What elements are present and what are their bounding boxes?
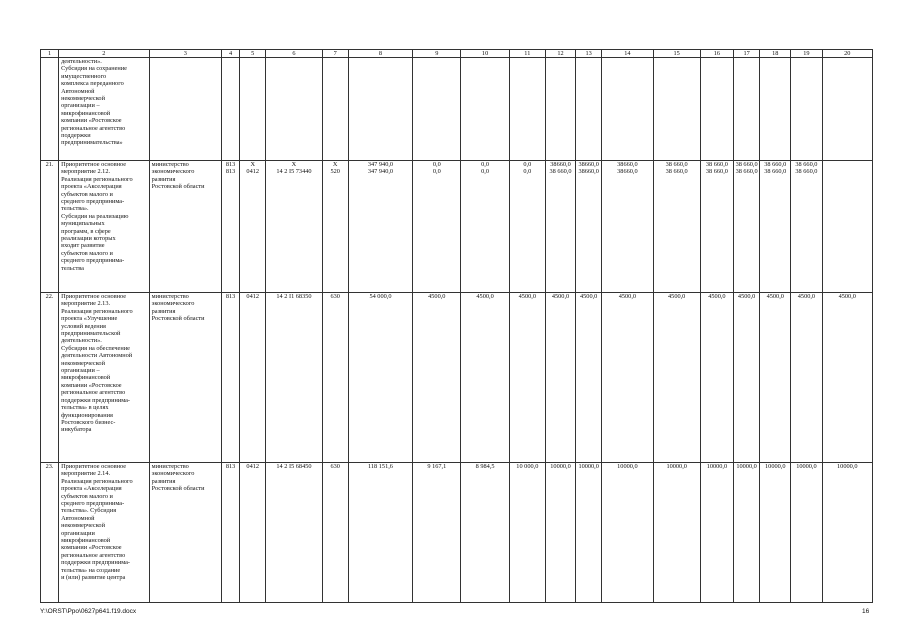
- col-header: 20: [822, 50, 872, 58]
- col-header: 9: [413, 50, 461, 58]
- table-row-22: [41, 293, 873, 463]
- cell: 4500,0: [760, 293, 791, 463]
- cell: 38660,0 38660,0: [576, 161, 602, 293]
- cell: Х 0412: [240, 161, 266, 293]
- col-header: 3: [149, 50, 221, 58]
- cell: 10000,0: [653, 463, 700, 603]
- col-header: 6: [266, 50, 322, 58]
- col-header: 10: [461, 50, 509, 58]
- cell: 4500,0: [791, 293, 822, 463]
- file-path-footer: Y:\ORST\Ppo\0627p641.f19.docx: [40, 608, 137, 615]
- cell: 630: [322, 463, 348, 603]
- activity-description: Приоритетное основное мероприятие 2.12. Реализация регионального проекта «Акселерация субъектов малого и среднего предпринима- тельства». Субсидия на реализацию муниципальных программ, в сфере реализации которых входит развитие субъектов малого и среднего предпринима- тельства: [59, 161, 150, 293]
- cell: 8 984,5: [461, 463, 509, 603]
- cell: 10 000,0: [509, 463, 545, 603]
- col-header: 12: [545, 50, 575, 58]
- cell: Х 520: [322, 161, 348, 293]
- budget-table: [40, 49, 873, 603]
- cell: 630: [322, 293, 348, 463]
- cell: 813: [222, 293, 240, 463]
- col-header: 17: [734, 50, 760, 58]
- col-header: 18: [760, 50, 791, 58]
- cell: 10000,0: [576, 463, 602, 603]
- cell: 347 940,0 347 940,0: [348, 161, 412, 293]
- cell: 813 813: [222, 161, 240, 293]
- responsible-org: министерство экономического развития Ростовской области: [149, 161, 221, 293]
- cell: 10000,0: [602, 463, 653, 603]
- row-number: 23.: [41, 463, 59, 603]
- cell: 4500,0: [734, 293, 760, 463]
- cell: 4500,0: [653, 293, 700, 463]
- responsible-org: министерство экономического развития Ростовской области: [149, 293, 221, 463]
- activity-description: Приоритетное основное мероприятие 2.13. Реализация регионального проекта «Улучшение условий ведения предпринимательской деятельности». Субсидия на обеспечение деятельности Автономной некоммерческой организации – микрофинансовой компании «Ростовское региональное агентство поддержки предпринима- тельства» в целях функционирования Ростовского бизнес- инкубатора: [59, 293, 150, 463]
- col-header: 4: [222, 50, 240, 58]
- col-header: 19: [791, 50, 822, 58]
- page-number: 16: [862, 608, 870, 615]
- column-number-row: [41, 50, 873, 58]
- activity-description: деятельности». Субсидия на сохранение имущественного комплекса переданного Автономной некоммерческой организации – микрофинансовой компании «Ростовское региональное агентство поддержки предпринимательства»: [59, 58, 150, 161]
- cell: 4500,0: [461, 293, 509, 463]
- cell: [822, 161, 872, 293]
- cell: 4500,0: [822, 293, 872, 463]
- col-header: 14: [602, 50, 653, 58]
- cell: 4500,0: [576, 293, 602, 463]
- cell: 10000,0: [700, 463, 733, 603]
- cell: 0,0 0,0: [413, 161, 461, 293]
- row-number: 22.: [41, 293, 59, 463]
- cell: 0412: [240, 293, 266, 463]
- col-header: 7: [322, 50, 348, 58]
- cell: Х 14 2 I5 73440: [266, 161, 322, 293]
- cell: 38 660,0 38 660,0: [760, 161, 791, 293]
- table-row-continuation: [41, 58, 873, 161]
- responsible-org: министерство экономического развития Ростовской области: [149, 463, 221, 603]
- table-row-23: [41, 463, 873, 603]
- table-row-21: [41, 161, 873, 293]
- cell: 4500,0: [413, 293, 461, 463]
- cell: 9 167,1: [413, 463, 461, 603]
- cell: 4500,0: [545, 293, 575, 463]
- cell: 813: [222, 463, 240, 603]
- col-header: 1: [41, 50, 59, 58]
- activity-description: Приоритетное основное мероприятие 2.14. Реализация регионального проекта «Акселерация субъектов малого и среднего предпринима- тельства». Субсидия Автономной некоммерческой организации микрофинансовой компании «Ростовское региональное агентство поддержки предпринима- тельства» на создание и (или) развитие центра: [59, 463, 150, 603]
- cell: 38 660,0 38 660,0: [791, 161, 822, 293]
- cell: 4500,0: [509, 293, 545, 463]
- cell: 10000,0: [791, 463, 822, 603]
- row-number: 21.: [41, 161, 59, 293]
- cell: 38 660,0 38 660,0: [653, 161, 700, 293]
- col-header: 8: [348, 50, 412, 58]
- cell: 10000,0: [822, 463, 872, 603]
- cell: 38 660,0 38 660,0: [700, 161, 733, 293]
- cell: 14 2 I5 68450: [266, 463, 322, 603]
- cell: 38660,0 38 660,0: [545, 161, 575, 293]
- col-header: 13: [576, 50, 602, 58]
- cell: 0412: [240, 463, 266, 603]
- cell: 118 151,6: [348, 463, 412, 603]
- col-header: 5: [240, 50, 266, 58]
- cell: 38660,0 38660,0: [602, 161, 653, 293]
- cell: 4500,0: [602, 293, 653, 463]
- cell: 38 660,0 38 660,0: [734, 161, 760, 293]
- cell: 4500,0: [700, 293, 733, 463]
- cell: 10000,0: [760, 463, 791, 603]
- col-header: 2: [59, 50, 150, 58]
- col-header: 11: [509, 50, 545, 58]
- cell: 0,0 0,0: [509, 161, 545, 293]
- cell: 54 000,0: [348, 293, 412, 463]
- col-header: 16: [700, 50, 733, 58]
- cell: 10000,0: [734, 463, 760, 603]
- cell: 10000,0: [545, 463, 575, 603]
- cell: 0,0 0,0: [461, 161, 509, 293]
- cell: 14 2 I1 68350: [266, 293, 322, 463]
- col-header: 15: [653, 50, 700, 58]
